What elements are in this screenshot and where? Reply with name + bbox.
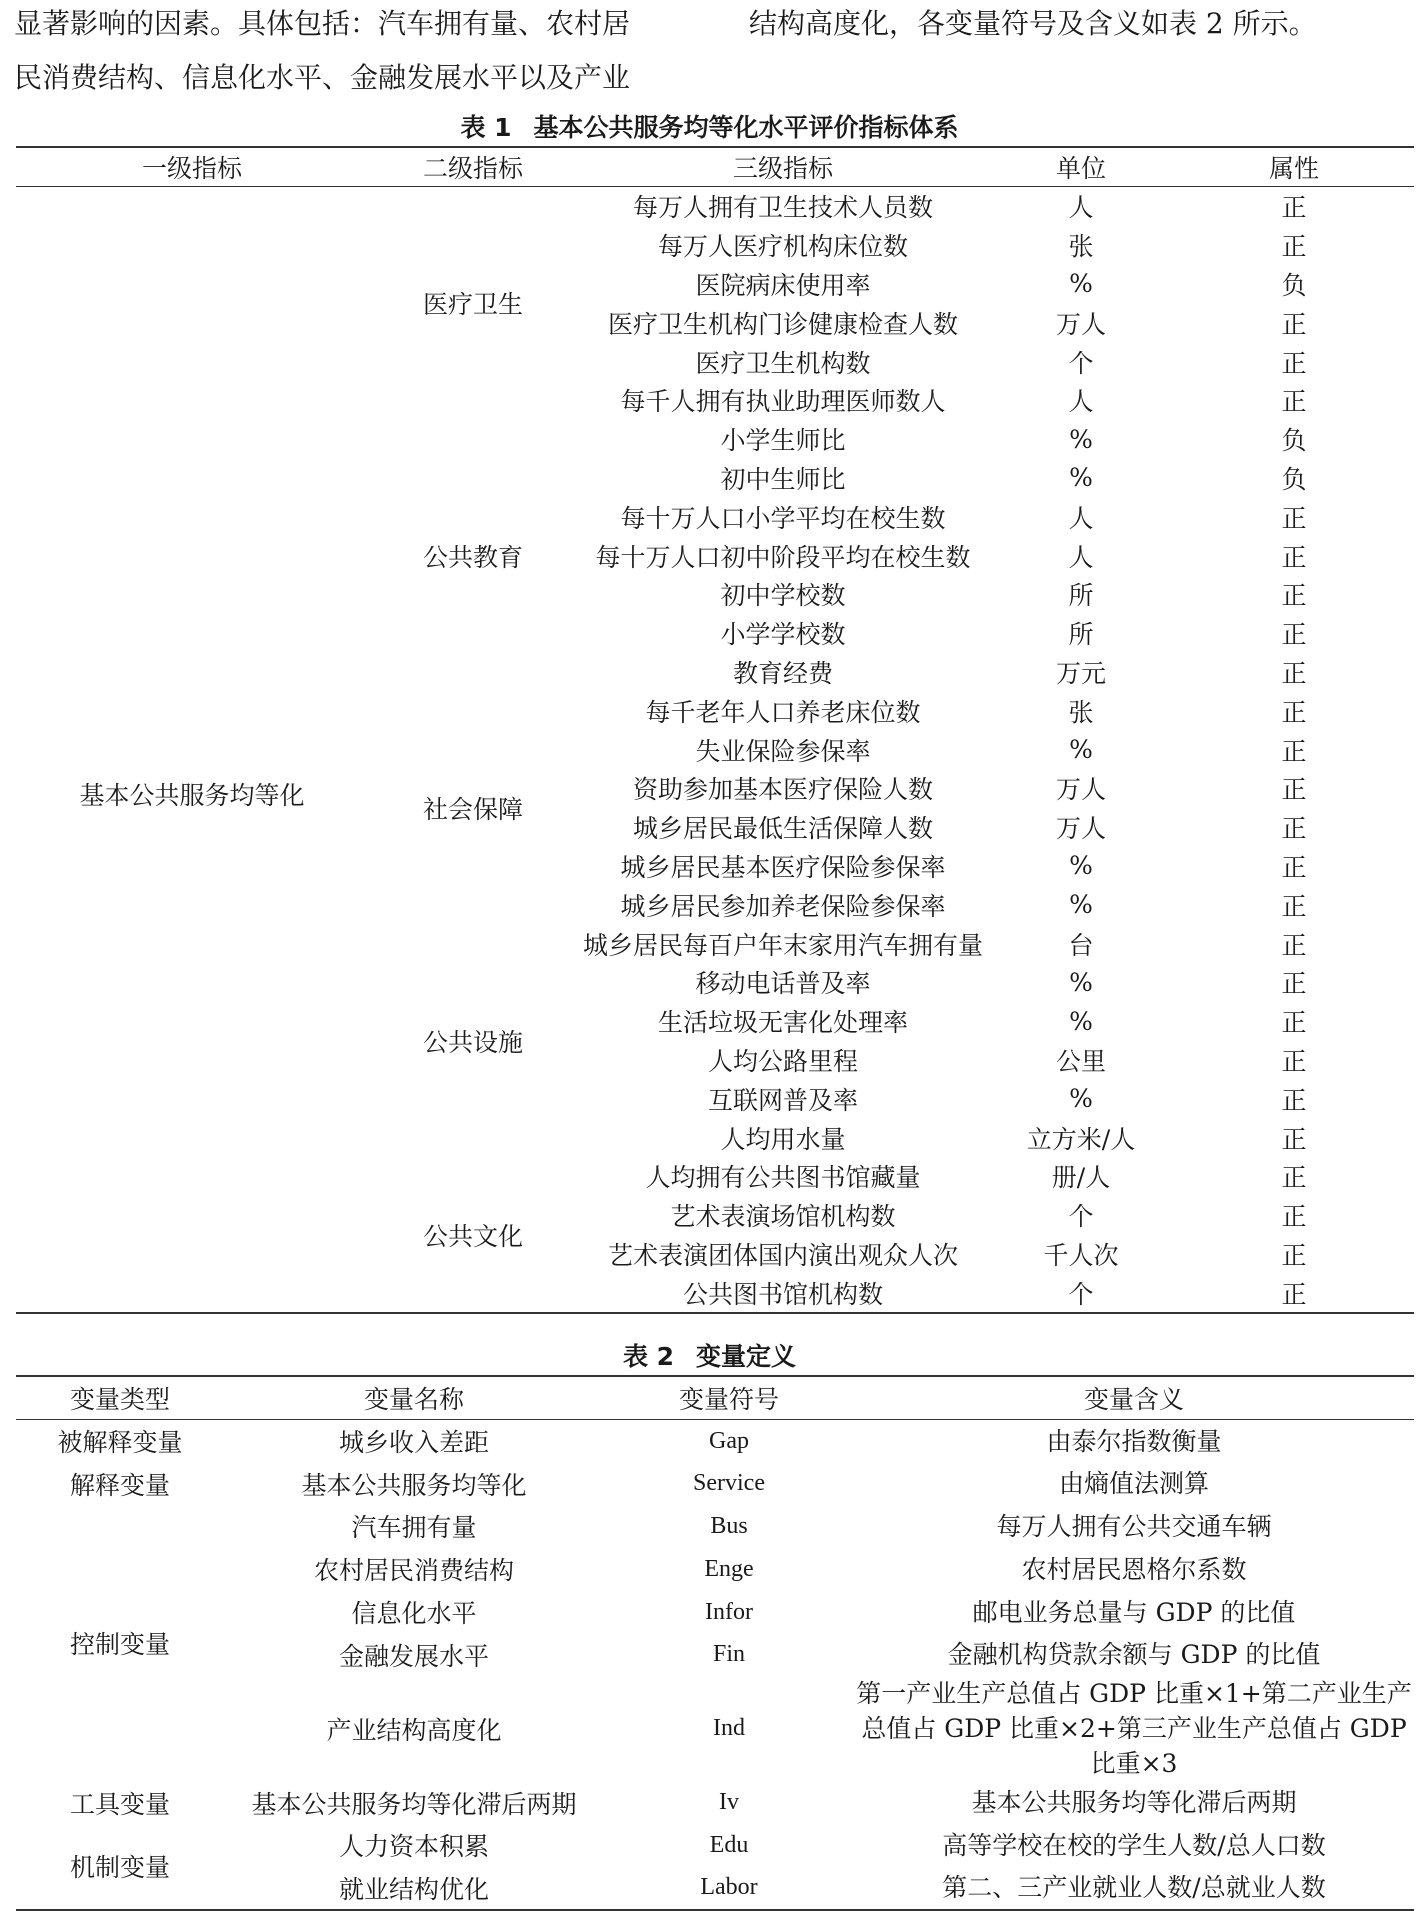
- unit-cell: 公里: [1055, 1046, 1106, 1076]
- indicator-system-table: [16, 146, 1414, 1314]
- level-3-indicator: 每千人拥有执业助理医师数人: [620, 387, 946, 417]
- level-2-indicator: 公共设施: [422, 1027, 523, 1057]
- table-row: [16, 1505, 1414, 1548]
- unit-cell: 个: [1068, 1279, 1094, 1309]
- attribute-cell: 正: [1281, 348, 1307, 378]
- unit-cell: 个: [1068, 1202, 1094, 1232]
- variable-meaning-cell: 第一产业生产总值占 GDP 比重×1+第二产业生产总值占 GDP 比重×2+第三产业生产总值占 GDP 比重×3: [856, 1679, 1412, 1779]
- attribute-cell: 正: [1281, 658, 1307, 688]
- table-header-row: [16, 147, 1414, 187]
- variable-symbol-cell: Labor: [700, 1874, 758, 1901]
- level-3-indicator: 医疗卫生机构门诊健康检查人数: [607, 309, 958, 339]
- level-3-indicator: 每千老年人口养老床位数: [645, 697, 921, 727]
- table-2-caption: [0, 1337, 1419, 1373]
- level-3-indicator: 生活垃圾无害化处理率: [657, 1008, 908, 1038]
- unit-cell: %: [1069, 735, 1093, 765]
- unit-cell: %: [1069, 463, 1093, 493]
- level-3-indicator: 人均拥有公共图书馆藏量: [645, 1163, 921, 1193]
- level-3-indicator: 小学学校数: [720, 620, 846, 650]
- attribute-cell: 正: [1281, 542, 1307, 572]
- attribute-cell: 正: [1281, 193, 1307, 223]
- attribute-cell: 正: [1281, 814, 1307, 844]
- variable-type-cell: 解释变量: [69, 1470, 170, 1500]
- level-3-indicator: 城乡居民最低生活保障人数: [632, 814, 933, 844]
- variable-name-cell: 基本公共服务均等化: [301, 1470, 527, 1500]
- unit-cell: 张: [1068, 697, 1094, 727]
- variable-type-cell: 工具变量: [69, 1789, 170, 1819]
- intro-line-2: 民消费结构、信息化水平、金融发展水平以及产业: [14, 61, 631, 94]
- level-3-indicator: 资助参加基本医疗保险人数: [632, 775, 933, 805]
- attribute-cell: 正: [1281, 775, 1307, 805]
- level-3-indicator: 人均公路里程: [707, 1046, 858, 1076]
- attribute-cell: 正: [1281, 581, 1307, 611]
- level-3-indicator: 艺术表演团体国内演出观众人次: [607, 1240, 958, 1270]
- table-row: [16, 1462, 1414, 1505]
- variable-symbol-cell: Ind: [713, 1715, 745, 1742]
- variable-name-cell: 城乡收入差距: [338, 1428, 489, 1458]
- level-2-indicator: 社会保障: [422, 794, 523, 824]
- variable-name-cell: 就业结构优化: [338, 1874, 489, 1904]
- variable-type-cell: 控制变量: [69, 1630, 170, 1660]
- unit-cell: %: [1069, 1006, 1093, 1036]
- level-3-indicator: 医疗卫生机构数: [695, 348, 871, 378]
- level-3-indicator: 初中生师比: [720, 464, 846, 494]
- unit-cell: 万人: [1055, 814, 1106, 844]
- variable-meaning-cell: 邮电业务总量与 GDP 的比值: [972, 1597, 1296, 1627]
- header-variable-meaning: 变量含义: [854, 1376, 1414, 1420]
- attribute-cell: 正: [1281, 309, 1307, 339]
- unit-cell: 所: [1068, 620, 1094, 650]
- attribute-cell: 正: [1281, 1046, 1307, 1076]
- table-1-title: 基本公共服务均等化水平评价指标体系: [533, 113, 959, 142]
- attribute-cell: 正: [1281, 620, 1307, 650]
- level-3-indicator: 艺术表演场馆机构数: [670, 1202, 896, 1232]
- table-row: [16, 1591, 1414, 1634]
- table-header-row: [16, 1376, 1414, 1420]
- level-3-indicator: 城乡居民参加养老保险参保率: [620, 891, 946, 921]
- header-level-1: 一级指标: [16, 147, 368, 187]
- variable-symbol-cell: Iv: [719, 1789, 739, 1816]
- attribute-cell: 正: [1281, 969, 1307, 999]
- variable-name-cell: 汽车拥有量: [351, 1513, 477, 1543]
- variable-name-cell: 基本公共服务均等化滞后两期: [251, 1789, 577, 1819]
- attribute-cell: 正: [1281, 1008, 1307, 1038]
- variable-name-cell: 人力资本积累: [338, 1832, 489, 1862]
- unit-cell: 万人: [1055, 775, 1106, 805]
- indicator-table-body: [16, 187, 1414, 1314]
- attribute-cell: 正: [1281, 1163, 1307, 1193]
- level-3-indicator: 初中学校数: [720, 581, 846, 611]
- unit-cell: 人: [1068, 503, 1094, 533]
- variable-symbol-cell: Enge: [704, 1555, 754, 1582]
- attribute-cell: 正: [1281, 736, 1307, 766]
- variable-name-cell: 产业结构高度化: [326, 1715, 502, 1745]
- level-3-indicator: 公共图书馆机构数: [682, 1279, 883, 1309]
- variable-meaning-cell: 由泰尔指数衡量: [1046, 1426, 1222, 1456]
- variable-meaning-cell: 由熵值法测算: [1058, 1469, 1209, 1499]
- unit-cell: 立方米/人: [1026, 1124, 1136, 1154]
- attribute-cell: 正: [1281, 387, 1307, 417]
- attribute-cell: 正: [1281, 1279, 1307, 1309]
- variable-table-body: [16, 1420, 1414, 1910]
- unit-cell: 万人: [1055, 309, 1106, 339]
- level-3-indicator: 失业保险参保率: [695, 736, 871, 766]
- attribute-cell: 负: [1281, 270, 1307, 300]
- variable-meaning-cell: 基本公共服务均等化滞后两期: [971, 1788, 1297, 1818]
- level-3-indicator: 每十万人口小学平均在校生数: [620, 503, 946, 533]
- intro-paragraph: [14, 0, 1414, 110]
- level-2-indicator: 公共文化: [422, 1221, 523, 1251]
- level-3-indicator: 每万人拥有卫生技术人员数: [632, 193, 933, 223]
- variable-symbol-cell: Gap: [709, 1427, 749, 1454]
- table-row: [16, 1420, 1414, 1463]
- attribute-cell: 负: [1281, 426, 1307, 456]
- table-1-number: 表 1: [460, 113, 512, 142]
- level-3-indicator: 小学生师比: [720, 426, 846, 456]
- attribute-cell: 正: [1281, 852, 1307, 882]
- variable-symbol-cell: Infor: [705, 1598, 753, 1625]
- variable-definition-table: [16, 1375, 1414, 1911]
- header-level-2: 二级指标: [368, 147, 578, 187]
- variable-meaning-cell: 每万人拥有公共交通车辆: [996, 1511, 1272, 1541]
- unit-cell: 人: [1068, 387, 1094, 417]
- intro-line-1-left: 显著影响的因素。具体包括：汽车拥有量、农村居: [14, 7, 631, 40]
- unit-cell: 人: [1068, 542, 1094, 572]
- variable-name-cell: 信息化水平: [351, 1599, 477, 1629]
- header-attribute: 属性: [1174, 147, 1414, 187]
- variable-symbol-cell: Fin: [712, 1641, 745, 1668]
- attribute-cell: 正: [1281, 930, 1307, 960]
- variable-type-cell: 机制变量: [69, 1853, 170, 1883]
- unit-cell: %: [1069, 269, 1093, 299]
- header-unit: 单位: [988, 147, 1174, 187]
- level-3-indicator: 移动电话普及率: [695, 969, 871, 999]
- variable-meaning-cell: 金融机构贷款余额与 GDP 的比值: [947, 1640, 1321, 1670]
- header-variable-symbol: 变量符号: [604, 1376, 854, 1420]
- variable-meaning-cell: 高等学校在校的学生人数/总人口数: [942, 1830, 1326, 1860]
- table-row: [16, 1824, 1414, 1867]
- attribute-cell: 正: [1281, 1124, 1307, 1154]
- variable-symbol-cell: Bus: [710, 1512, 748, 1539]
- table-row: [16, 1548, 1414, 1591]
- variable-type-cell: 被解释变量: [57, 1428, 183, 1458]
- unit-cell: 个: [1068, 348, 1094, 378]
- unit-cell: 张: [1068, 232, 1094, 262]
- header-level-3: 三级指标: [578, 147, 988, 187]
- attribute-cell: 正: [1281, 1240, 1307, 1270]
- variable-name-cell: 金融发展水平: [338, 1641, 489, 1671]
- intro-line-1-right: 结构高度化，各变量符号及含义如表 2 所示。: [749, 7, 1317, 40]
- level-3-indicator: 每万人医疗机构床位数: [657, 232, 908, 262]
- variable-meaning-cell: 农村居民恩格尔系数: [1021, 1554, 1247, 1584]
- attribute-cell: 正: [1281, 697, 1307, 727]
- level-3-indicator: 医院病床使用率: [695, 270, 871, 300]
- level-3-indicator: 互联网普及率: [707, 1085, 858, 1115]
- unit-cell: 所: [1068, 581, 1094, 611]
- unit-cell: %: [1069, 1084, 1093, 1114]
- level-1-indicator: 基本公共服务均等化: [79, 780, 305, 810]
- header-variable-type: 变量类型: [16, 1376, 224, 1420]
- unit-cell: 人: [1068, 193, 1094, 223]
- level-2-indicator: 医疗卫生: [422, 290, 523, 320]
- table-1-caption: [0, 108, 1419, 144]
- attribute-cell: 正: [1281, 232, 1307, 262]
- header-variable-name: 变量名称: [224, 1376, 604, 1420]
- variable-name-cell: 农村居民消费结构: [313, 1556, 514, 1586]
- attribute-cell: 正: [1281, 891, 1307, 921]
- unit-cell: 万元: [1055, 658, 1106, 688]
- unit-cell: %: [1069, 424, 1093, 454]
- attribute-cell: 负: [1281, 464, 1307, 494]
- level-3-indicator: 每十万人口初中阶段平均在校生数: [595, 542, 971, 572]
- attribute-cell: 正: [1281, 1202, 1307, 1232]
- attribute-cell: 正: [1281, 1085, 1307, 1115]
- level-3-indicator: 城乡居民基本医疗保险参保率: [620, 852, 946, 882]
- unit-cell: %: [1069, 967, 1093, 997]
- variable-meaning-cell: 第二、三产业就业人数/总就业人数: [942, 1873, 1326, 1903]
- unit-cell: 千人次: [1043, 1240, 1119, 1270]
- attribute-cell: 正: [1281, 503, 1307, 533]
- table-2-number: 表 2: [622, 1342, 675, 1371]
- level-3-indicator: 教育经费: [732, 658, 833, 688]
- unit-cell: %: [1069, 890, 1093, 920]
- variable-symbol-cell: Edu: [709, 1831, 749, 1858]
- table-row: [16, 1676, 1414, 1781]
- level-2-indicator: 公共教育: [422, 542, 523, 572]
- table-row: [16, 1781, 1414, 1824]
- table-row: [16, 1867, 1414, 1910]
- variable-symbol-cell: Service: [693, 1470, 765, 1497]
- unit-cell: %: [1069, 851, 1093, 881]
- table-row: [16, 1633, 1414, 1676]
- unit-cell: 册/人: [1051, 1163, 1111, 1193]
- level-3-indicator: 人均用水量: [720, 1124, 846, 1154]
- table-2-title: 变量定义: [696, 1342, 797, 1371]
- level-3-indicator: 城乡居民每百户年末家用汽车拥有量: [582, 930, 983, 960]
- table-row: [16, 187, 1414, 226]
- unit-cell: 台: [1068, 930, 1094, 960]
